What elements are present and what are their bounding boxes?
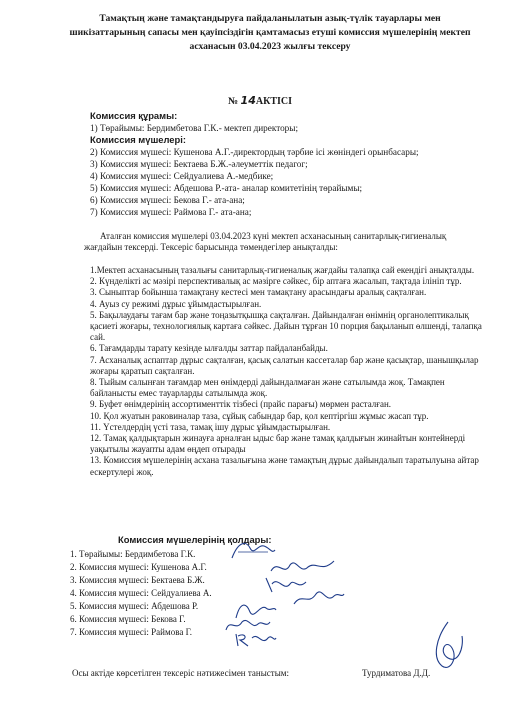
member-line: 5) Комиссия мүшесі: Абдешова Р.-ата- аналар комитетінің төрайымы; (90, 183, 363, 193)
finding-item: 8. Тыйым салынған тағамдар мен өнімдерді дайындалмаған және сатылымда жоқ. Тамақпен байланысты емес тауарларды сатылымда жоқ. (90, 377, 445, 399)
acknowledgement-name: Турдиматова Д.Д. (362, 668, 431, 678)
signature-row: 7. Комиссия мүшесі: Раймова Г. (70, 627, 193, 637)
signature-row: 2. Комиссия мүшесі: Кушенова А.Г. (70, 562, 207, 572)
member-line: 4) Комиссия мүшесі: Сейдуалиева А.-медбике; (90, 171, 274, 181)
intro-line-1: Аталған комиссия мүшелері 03.04.2023 күні мектеп асханасының санитарлық-гигиеналық (100, 231, 447, 241)
signature-mark-turdimatova (428, 618, 468, 674)
commission-composition (90, 110, 510, 218)
signatures-title: Комиссия мүшелерінің қолдары: (118, 534, 272, 545)
finding-item: 3. Сыныптар бойынша тамақтану кестесі мен тамақтану арасындағы аралық сақталған. (90, 287, 427, 298)
header-line-3: асханасын 03.04.2023 жылғы тексеру (189, 41, 351, 52)
act-prefix: № (227, 96, 239, 107)
intro-line-2: жағдайын тексерді. Тексеріс барысында төмендегілер анықталды: (84, 242, 338, 253)
intro-paragraph (84, 231, 489, 254)
members-title: Комиссия мүшелері: (90, 134, 186, 145)
member-line: 3) Комиссия мүшесі: Бектаева Б.Ж.-әлеуметтік педагог; (90, 159, 308, 169)
finding-item: 6. Тағамдарды тарату кезінде ылғалды заттар пайдаланбайды. (90, 343, 328, 354)
signature-row: 1. Төрайымы: Бердимбетова Г.К. (70, 549, 196, 559)
member-line: 2) Комиссия мүшесі: Кушенова А.Г.-директордың тәрбие ісі жөніндегі орынбасары; (90, 147, 419, 157)
finding-item: 2. Күнделікті ас мәзірі перспективалық ас мәзірге сәйкес, бір аптаға жасалып, тақтада ілініп тұр. (90, 276, 462, 287)
document-header (60, 12, 480, 54)
signature-mark-seiduaieva (290, 586, 346, 610)
findings-list (90, 265, 492, 478)
finding-item: 12. Тамақ қалдықтарын жинауға арналған ыдыс бар және тамақ қалдығын жинайтын контейнерді уақытылы жауапты адам өңдеп отырады (90, 433, 466, 455)
acknowledgement-text: Осы актіде көрсетілген тексеріс нәтижесімен таныстым: (72, 668, 289, 678)
member-line: 6) Комиссия мүшесі: Бекова Г.- ата-ана; (90, 195, 245, 205)
signature-mark-raimova (232, 628, 278, 650)
act-number: 14 (240, 94, 256, 107)
finding-item: 10. Қол жуатын раковиналар таза, сұйық сабындар бар, қол кептіргіш жұмыс жасап тұр. (90, 410, 429, 421)
signature-row: 5. Комиссия мүшесі: Абдешова Р. (70, 601, 199, 611)
signature-row: 6. Комиссия мүшесі: Бекова Г. (70, 614, 186, 624)
signature-row: 3. Комиссия мүшесі: Бектаева Б.Ж. (70, 575, 205, 585)
finding-item: 13. Комиссия мүшелерінің асхана тазалығына және тамақтың дұрыс дайындалып таратылуына айтар ескертулері жоқ. (90, 455, 479, 477)
header-line-2: шикізаттарының сапасы мен қауіпсіздігін қамтамасыз етуші комиссия мүшелерінің мектеп (69, 27, 471, 38)
finding-item: 9. Буфет өнімдерінің ассортименттік тізбесі (прайс парағы) мөрмен расталған. (90, 399, 392, 410)
composition-title: Комиссия құрамы: (90, 110, 178, 121)
finding-item: 7. Асханалық аспаптар дұрыс сақталған, қасық салатын кассеталар бар және қасықтар, шанышқылар жоғары қаратып сақталған. (90, 354, 479, 376)
chair-line: 1) Төрайымы: Бердимбетова Г.К.- мектеп директоры; (90, 123, 298, 133)
act-title (0, 94, 520, 107)
finding-item: 11. Үстелдердің үсті таза, тамақ ішу дұрыс ұйымдастырылған. (90, 421, 331, 432)
finding-item: 1.Мектеп асханасының тазалығы санитарлық-гигиеналық жағдайы талапқа сай екендігі анықталды. (90, 265, 475, 275)
finding-item: 5. Бақылаудағы тағам бар және тоңазытқышқа сақталған. Дайындалған өнімнің органолептикалық қасиеті жоғары, технологиялық картаға сәйкес. Дайын тұрған 10 порция бақыланып өлшенді, талапқа сай. (90, 309, 482, 343)
act-suffix: АКТІСІ (255, 96, 293, 107)
header-line-1: Тамақтың және тамақтандыруға пайдаланылатын азық-түлік тауарлары мен (99, 13, 441, 24)
finding-item: 4. Ауыз су режимі дұрыс ұйымдастырылған. (90, 298, 262, 309)
signature-row: 4. Комиссия мүшесі: Сейдуалиева А. (70, 588, 212, 598)
member-line: 7) Комиссия мүшесі: Раймова Г.- ата-ана; (90, 207, 252, 217)
